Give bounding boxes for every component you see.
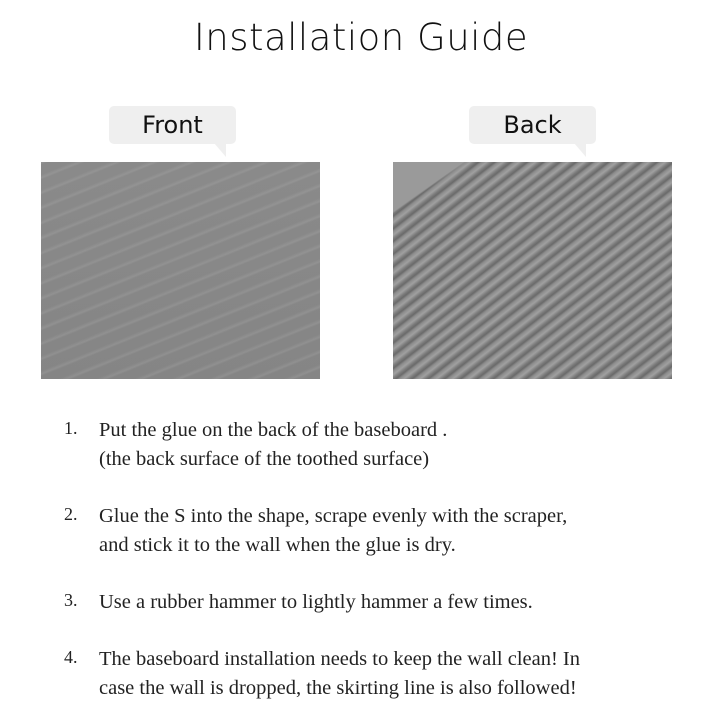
page-title: Installation Guide	[193, 16, 529, 59]
back-surface-photo	[393, 162, 672, 379]
bubble-tail	[214, 143, 226, 157]
step-number: 3.	[64, 590, 78, 610]
front-surface-photo	[41, 162, 320, 379]
step-text-line: The baseboard installation needs to keep the wall clean! In	[99, 648, 580, 670]
step-text-line: Use a rubber hammer to lightly hammer a few times.	[99, 591, 533, 613]
step-text-line: (the back surface of the toothed surface)	[99, 448, 430, 470]
step-text-line: and stick it to the wall when the glue is dry.	[99, 534, 456, 556]
bubble-tail	[574, 143, 586, 157]
step-number: 2.	[64, 504, 78, 524]
back-label-bubble	[469, 106, 596, 144]
step-text-line: Put the glue on the back of the baseboard .	[99, 419, 448, 441]
step-number: 4.	[64, 647, 78, 667]
back-label: Back	[503, 111, 562, 139]
step-number: 1.	[64, 418, 78, 438]
step-text-line: Glue the S into the shape, scrape evenly with the scraper,	[99, 505, 568, 527]
front-label: Front	[142, 111, 203, 139]
front-label-bubble	[109, 106, 236, 144]
step-text-line: case the wall is dropped, the skirting line is also followed!	[99, 677, 577, 699]
